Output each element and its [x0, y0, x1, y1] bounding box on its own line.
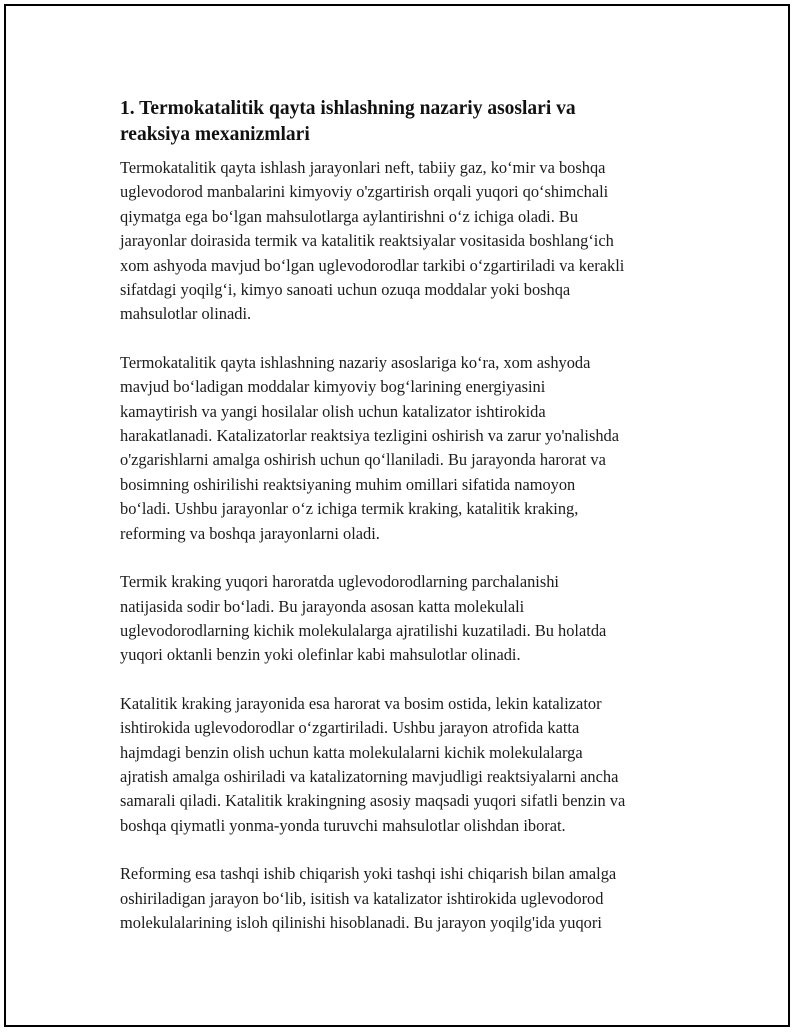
text-line: mavjud bo‘ladigan moddalar kimyoviy bog‘larining energiyasini	[120, 377, 546, 397]
text-line: uglevodorodlarning kichik molekulalarga ajratilishi kuzatiladi. Bu holatda	[120, 620, 607, 640]
paragraph-2	[120, 351, 700, 546]
text-line: reforming va boshqa jarayonlarni oladi.	[120, 523, 380, 543]
text-line: o'zgarishlarni amalga oshirish uchun qo‘llaniladi. Bu jarayonda harorat va	[120, 450, 606, 470]
text-line: qiymatga ega bo‘lgan mahsulotlarga aylantirishni o‘z ichiga oladi. Bu	[120, 206, 579, 226]
text-line: mahsulotlar olinadi.	[120, 304, 252, 324]
paragraph-1	[120, 156, 700, 327]
paragraph-4	[120, 692, 700, 838]
paragraph-5	[120, 862, 700, 935]
text-line: hajmdagi benzin olish uchun katta molekulalarni kichik molekulalarga	[120, 742, 583, 762]
heading-line: 1. Termokatalitik qayta ishlashning nazariy asoslari va	[120, 98, 576, 119]
text-line: sifatdagi yoqilg‘i, kimyo sanoati uchun ozuqa moddalar yoki boshqa	[120, 280, 571, 300]
text-line: molekulalarining isloh qilinishi hisoblanadi. Bu jarayon yoqilg'ida yuqori	[120, 912, 602, 932]
text-line: natijasida sodir bo‘ladi. Bu jarayonda asosan katta molekulali	[120, 596, 525, 616]
text-line: ishtirokida uglevodorodlar o‘zgartiriladi. Ushbu jarayon atrofida katta	[120, 718, 580, 738]
text-line: ajratish amalga oshiriladi va katalizatorning mavjudligi reaktsiyalarni ancha	[120, 766, 619, 786]
text-line: kamaytirish va yangi hosilalar olish uchun katalizator ishtirokida	[120, 401, 546, 421]
text-line: yuqori oktanli benzin yoki olefinlar kabi mahsulotlar olinadi.	[120, 645, 521, 665]
text-line: harakatlanadi. Katalizatorlar reaktsiya tezligini oshirish va zarur yo'nalishda	[120, 426, 620, 446]
text-line: Termokatalitik qayta ishlash jarayonlari neft, tabiiy gaz, ko‘mir va boshqa	[120, 158, 606, 177]
text-line: bo‘ladi. Ushbu jarayonlar o‘z ichiga termik kraking, katalitik kraking,	[120, 499, 579, 519]
section-heading	[120, 96, 700, 148]
text-line: bosimning oshirilishi reaktsiyaning muhim omillari sifatida namoyon	[120, 474, 576, 494]
text-line: boshqa qiymatli yonma-yonda turuvchi mahsulotlar olishdan iborat.	[120, 815, 566, 835]
text-line: oshiriladigan jarayon bo‘lib, isitish va katalizator ishtirokida uglevodorod	[120, 888, 604, 908]
document-body	[120, 96, 700, 959]
text-line: Termik kraking yuqori haroratda uglevodorodlarning parchalanishi	[120, 572, 559, 592]
text-line: Reforming esa tashqi ishib chiqarish yoki tashqi ishi chiqarish bilan amalga	[120, 864, 617, 884]
paragraph-3	[120, 570, 700, 668]
page-frame	[4, 4, 790, 1027]
text-line: jarayonlar doirasida termik va katalitik reaktsiyalar vositasida boshlang‘ich	[120, 231, 614, 251]
text-line: uglevodorod manbalarini kimyoviy o'zgartirish orqali yuqori qo‘shimchali	[120, 182, 609, 202]
text-line: xom ashyoda mavjud bo‘lgan uglevodorodlar tarkibi o‘zgartiriladi va kerakli	[120, 255, 625, 275]
heading-line: reaksiya mexanizmlari	[120, 124, 310, 145]
text-line: Katalitik kraking jarayonida esa harorat va bosim ostida, lekin katalizator	[120, 693, 602, 713]
text-line: Termokatalitik qayta ishlashning nazariy asoslariga ko‘ra, xom ashyoda	[120, 352, 591, 372]
text-line: samarali qiladi. Katalitik krakingning asosiy maqsadi yuqori sifatli benzin va	[120, 791, 626, 811]
